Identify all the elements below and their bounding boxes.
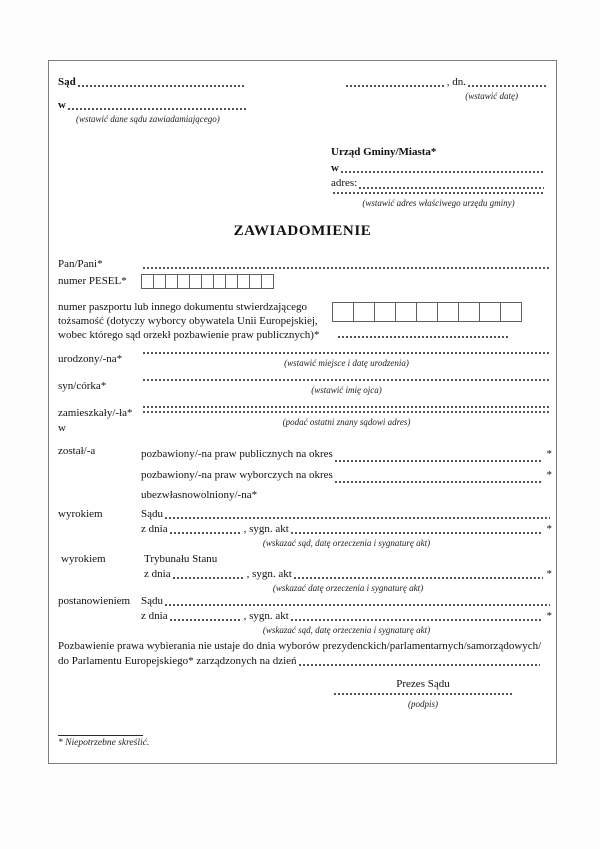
ruling-1-date-blank — [170, 532, 242, 534]
char-box — [416, 302, 438, 322]
ruling-3-subject: Sądu — [141, 595, 163, 607]
resident-in-label: w — [58, 422, 66, 434]
char-box — [437, 302, 459, 322]
son-row — [58, 379, 552, 396]
pesel-row — [58, 274, 552, 289]
ruling-1-case-blank — [291, 532, 543, 534]
signature-blank — [334, 693, 512, 695]
issuing-court-block — [58, 75, 248, 125]
ruling-1-case-label: , sygn. akt — [243, 523, 289, 535]
court-city-line — [58, 98, 248, 113]
pesel-label: numer PESEL* — [58, 275, 127, 287]
ruling-1-subject: Sądu — [141, 508, 163, 520]
ruling-1-subject-blank — [165, 517, 550, 519]
date-block — [344, 75, 548, 102]
place-blank — [346, 85, 445, 87]
ruling-court-verdict — [58, 507, 552, 549]
born-caption: (wstawić miejsce i datę urodzenia) — [284, 358, 409, 368]
closing-date-blank — [299, 664, 540, 666]
address-blank-1 — [359, 187, 544, 189]
deprivation-row — [58, 444, 552, 505]
addressee-address-line — [331, 176, 546, 192]
addressee-city-line — [331, 161, 546, 177]
deprived-electoral-line — [141, 465, 552, 486]
person-row — [58, 257, 552, 272]
resident-caption: (podać ostatni znany sądowi adres) — [282, 417, 411, 427]
born-label: urodzony/-na* — [58, 353, 123, 365]
closing-line-2 — [58, 654, 542, 669]
char-box — [500, 302, 522, 322]
ruling-2-subject-line — [144, 552, 552, 567]
ruling-3-asterisk: * — [546, 610, 552, 622]
ruling-2-case-label: , sygn. akt — [246, 568, 292, 580]
char-box — [458, 302, 480, 322]
born-row — [58, 352, 552, 369]
addressee-block — [331, 145, 546, 209]
deprived-public-line — [141, 444, 552, 465]
date-prefix: , dn. — [446, 76, 466, 88]
ruling-1-asterisk: * — [546, 523, 552, 535]
deprived-label: został/-a — [58, 445, 96, 457]
resident-row — [58, 406, 552, 436]
date-blank — [468, 85, 546, 87]
ruling-2-case-blank — [294, 577, 543, 579]
ruling-3-case-label: , sygn. akt — [243, 610, 289, 622]
char-box — [395, 302, 417, 322]
son-label: syn/córka* — [58, 380, 107, 392]
ruling-1-date-line — [141, 522, 552, 537]
char-box — [353, 302, 375, 322]
footnote-block — [58, 735, 552, 749]
court-name-blank — [78, 85, 246, 87]
passport-label: numer paszportu lub innego dokumentu stwierdzającego tożsamość (dotyczy wyborcy obywatela Unii Europejskiej, wobec którego sąd orzekł pozbawienie praw publicznych)* — [58, 301, 320, 341]
document-title: ZAWIADOMIENIE — [233, 223, 372, 239]
ruling-1-subject-line — [141, 507, 552, 522]
date-caption: (wstawić datę) — [465, 91, 518, 101]
person-name-line — [141, 257, 552, 272]
ruling-1-label: wyrokiem — [58, 508, 103, 520]
ruling-3-case-blank — [291, 619, 543, 621]
address-blank-2 — [333, 192, 544, 194]
resident-blank-1 — [143, 406, 550, 408]
ruling-2-subject: Trybunału Stanu — [144, 553, 218, 565]
ruling-3-label: postanowieniem — [58, 595, 131, 607]
passport-row — [58, 300, 552, 342]
court-label: Sąd — [58, 76, 76, 88]
addressee-city-blank — [341, 171, 544, 173]
ruling-3-caption: (wskazać sąd, datę orzeczenia i sygnaturę akt) — [262, 625, 431, 635]
addressee-caption: (wstawić adres właściwego urzędu gminy) — [362, 197, 515, 208]
resident-label: zamieszkały/-ła* — [58, 407, 133, 419]
char-box — [479, 302, 501, 322]
closing-line-2-text: do Parlamentu Europejskiego* zarządzonych na dzień — [58, 655, 297, 667]
ruling-2-caption: (wskazać datę orzeczenia i sygnaturę akt) — [272, 583, 424, 593]
ruling-1-date-label: z dnia — [141, 523, 168, 535]
ruling-2-asterisk: * — [546, 568, 552, 580]
person-label: Pan/Pani* — [58, 258, 103, 270]
court-name-line — [58, 75, 248, 90]
ruling-3-date-label: z dnia — [141, 610, 168, 622]
incapacitated-line — [141, 486, 552, 505]
born-blank — [143, 352, 550, 354]
ruling-2-label: wyrokiem — [61, 553, 106, 565]
pesel-boxes — [141, 274, 552, 289]
char-box — [374, 302, 396, 322]
deprived-public-blank — [335, 460, 543, 462]
son-caption: (wstawić imię ojca) — [311, 385, 382, 395]
resident-blank-2 — [143, 411, 550, 413]
ruling-court-decision — [58, 594, 552, 636]
char-box — [332, 302, 354, 322]
date-line — [344, 75, 548, 90]
court-in-label: w — [58, 99, 66, 111]
passport-extra-line — [336, 336, 512, 341]
ruling-2-date-label: z dnia — [144, 568, 171, 580]
ruling-3-subject-blank — [165, 604, 550, 606]
ruling-tribunal-verdict — [58, 552, 552, 594]
signature-caption: (podpis) — [408, 699, 438, 709]
court-city-blank — [68, 108, 246, 110]
addressee-in-label: w — [331, 161, 339, 174]
incapacitated-text: ubezwłasnowolniony/-na* — [141, 489, 258, 501]
ruling-3-date-line — [141, 609, 552, 624]
notification-form-sheet — [48, 60, 557, 764]
deprived-public-text: pozbawiony/-na praw publicznych na okres — [141, 448, 333, 460]
son-blank — [143, 379, 550, 381]
court-caption: (wstawić dane sądu zawiadamiającego) — [76, 114, 220, 124]
ruling-2-date-line — [144, 567, 552, 582]
addressee-title: Urząd Gminy/Miasta* — [331, 146, 437, 158]
ruling-3-date-blank — [170, 619, 242, 621]
passport-boxes — [332, 302, 552, 322]
address-label: adres: — [331, 177, 358, 189]
deprived-electoral-text: pozbawiony/-na praw wyborczych na okres — [141, 469, 333, 481]
ruling-3-subject-line — [141, 594, 552, 609]
deprived-electoral-blank — [335, 481, 543, 483]
ruling-2-date-blank — [173, 577, 245, 579]
ruling-1-caption: (wskazać sąd, datę orzeczenia i sygnaturę akt) — [262, 538, 431, 548]
person-name-blank — [143, 267, 550, 269]
char-box — [261, 274, 274, 289]
closing-paragraph — [58, 639, 542, 669]
deprived-electoral-asterisk: * — [546, 469, 552, 481]
deprived-public-asterisk: * — [546, 448, 552, 460]
passport-extra-blank — [338, 336, 510, 338]
footnote-rule — [58, 735, 143, 736]
closing-line-1: Pozbawienie prawa wybierania nie ustaje do dnia wyborów prezydenckich/parlamentarnych/samorządowych/ — [58, 640, 542, 652]
signature-title: Prezes Sądu — [396, 678, 450, 690]
footnote-text: * Niepotrzebne skreślić. — [58, 738, 150, 748]
signature-block — [332, 676, 514, 710]
